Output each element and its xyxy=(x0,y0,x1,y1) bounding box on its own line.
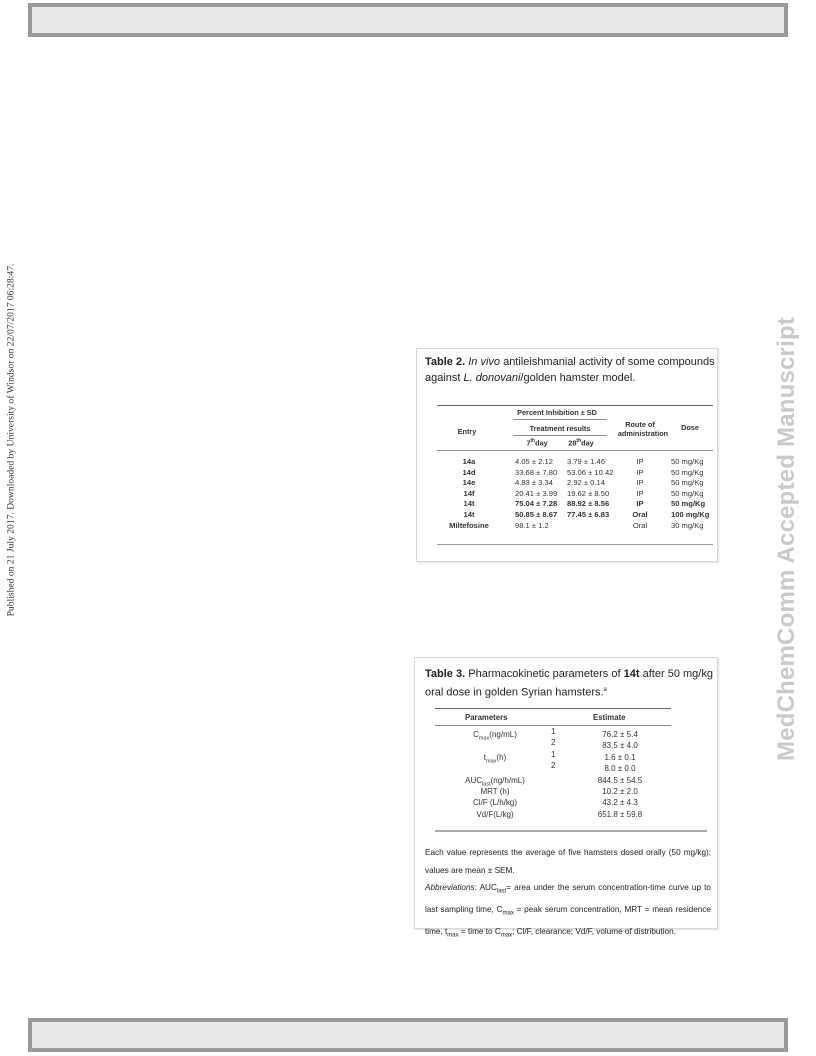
table-2-cell-entry: 14t xyxy=(463,499,475,509)
watermark-text: MedChemComm Accepted Manuscript xyxy=(773,316,800,762)
parameter-unit: (h) xyxy=(496,752,507,762)
header-day-7-num: 7 xyxy=(526,438,531,448)
table-3 xyxy=(435,708,671,832)
table-3-cell-parameter xyxy=(435,798,555,810)
header-estimate: Estimate xyxy=(593,713,626,722)
table-2-cell-d28: 3.79 ± 1.46 xyxy=(567,457,605,466)
table-3-note: Each value represents the average of five hamsters dosed orally (50 mg/kg); values are mean ± SEM. xyxy=(425,848,711,875)
table-3-abbreviations xyxy=(425,879,711,945)
header-parameters: Parameters xyxy=(465,713,508,722)
footer-bar xyxy=(28,1018,788,1052)
abbr-text-4: = time to C xyxy=(458,927,501,937)
accepted-manuscript-watermark xyxy=(772,244,802,834)
header-route-line-1: Route of xyxy=(625,420,655,429)
header-bar xyxy=(28,3,788,37)
publication-side-note xyxy=(4,244,18,636)
header-day-28-text: day xyxy=(581,438,594,448)
table-2-caption-text-2: /golden hamster model. xyxy=(520,372,636,384)
table-2-cell-dose: 50 mg/Kg xyxy=(671,457,704,466)
table-3-caption-footnote-mark: a xyxy=(603,687,607,693)
table-2-cell-dose: 100 mg/Kg xyxy=(671,510,710,519)
table-2-cell-route: IP xyxy=(636,478,644,488)
table-2-caption-text-1: antileishmanial activity of some compounds against xyxy=(425,356,715,384)
table-3-cell-index: 1 xyxy=(551,727,556,736)
table-3-cell-estimate: 651.8 ± 59.8 xyxy=(597,809,643,819)
table-2-sub-rule-1 xyxy=(513,419,607,420)
table-2-cell-route: IP xyxy=(636,488,644,498)
parameter-subscript: last xyxy=(482,781,491,788)
parameter-name: Cl/F (L/h/kg) xyxy=(472,798,517,808)
table-3-cell-index: 1 xyxy=(551,749,556,759)
table-3-cell-index: 2 xyxy=(551,738,556,748)
table-3-cell-parameter xyxy=(435,753,555,765)
abbr-sub-2: max xyxy=(502,910,514,917)
header-route-line-2: administration xyxy=(617,429,669,438)
table-2-cell-d7: 75.04 ± 7.28 xyxy=(515,499,558,509)
abbr-sub-3: max xyxy=(447,932,459,939)
side-note-text: Published on 21 July 2017. Downloaded by University of Windsor on 22/07/2017 06:28:47. xyxy=(5,263,17,617)
table-2-cell-entry: 14e xyxy=(462,478,476,488)
table-2-cell-entry: 14t xyxy=(463,510,475,519)
table-2-caption-italic: In vivo xyxy=(468,356,501,368)
table-2-cell-d28: 19.62 ± 8.50 xyxy=(567,488,610,498)
header-day-7-sup: th xyxy=(530,438,536,444)
header-day-7 xyxy=(519,438,555,447)
header-day-28-num: 28 xyxy=(568,438,577,448)
header-treatment-results: Treatment results xyxy=(529,424,591,433)
table-3-cell-estimate: 1.6 ± 0.1 xyxy=(604,752,636,762)
table-2-cell-d28: 2.92 ± 0.14 xyxy=(567,478,605,488)
table-3-cell-estimate: 10.2 ± 2.0 xyxy=(602,787,638,796)
table-3-cell-estimate: 76.2 ± 5.4 xyxy=(602,730,638,739)
table-2-cell-d7: 33.68 ± 7.80 xyxy=(515,467,558,477)
header-day-7-text: day xyxy=(535,438,548,448)
table-2-cell-entry: 14d xyxy=(462,467,476,477)
table-2-cell-dose: 50 mg/Kg xyxy=(671,467,704,477)
abbr-text-2: = area under the serum concentration-time curve up to last sampling time, C xyxy=(425,883,711,915)
table-2-cell-entry: 14a xyxy=(462,457,476,466)
header-day-28-sup: th xyxy=(576,438,582,444)
table-2-cell-d28: 53.06 ± 10.42 xyxy=(567,467,614,477)
table-3-label: Table 3. xyxy=(425,668,466,680)
table-3-cell-estimate: 844.5 ± 54.5 xyxy=(597,775,643,785)
table-3-caption-text-2: after 50 mg/kg oral dose in golden Syrian hamsters. xyxy=(425,668,713,699)
table-3-cell-parameter xyxy=(435,810,555,822)
table-2-cell-d7: 50.85 ± 8.67 xyxy=(515,510,558,519)
table-3-top-rule xyxy=(435,708,671,709)
table-2-cell-d28: 77.45 ± 6.83 xyxy=(567,510,610,519)
table-2-cell-route: IP xyxy=(636,467,644,477)
table-2-cell-entry: 14f xyxy=(463,488,475,498)
table-2-top-rule xyxy=(437,405,713,406)
table-2-header-rule xyxy=(437,450,713,451)
table-3-caption xyxy=(425,666,713,701)
table-2-cell-entry: Miltefosine xyxy=(449,520,489,530)
table-2-bottom-rule xyxy=(437,544,713,545)
table-2-cell-dose: 50 mg/Kg xyxy=(671,488,704,498)
table-3-figure xyxy=(414,657,718,939)
table-2 xyxy=(437,405,713,545)
parameter-subscript: max xyxy=(478,735,490,742)
table-2-cell-d28: 88.92 ± 8.56 xyxy=(567,499,610,509)
table-2-label: Table 2. xyxy=(425,356,466,368)
table-2-cell-d7: 4.83 ± 3.34 xyxy=(515,478,553,488)
parameter-name: t xyxy=(483,752,487,762)
table-2-sub-rule-2 xyxy=(513,435,607,436)
table-2-cell-route: Oral xyxy=(632,520,648,530)
table-3-cell-parameter xyxy=(435,730,555,742)
table-2-cell-d7: 4.05 ± 2.12 xyxy=(515,457,553,466)
table-3-cell-parameter xyxy=(435,776,555,788)
abbreviations-label: Abbreviations xyxy=(425,883,475,892)
table-2-caption xyxy=(425,354,715,386)
header-dose: Dose xyxy=(681,423,699,432)
table-2-cell-dose: 50 mg/Kg xyxy=(671,478,704,488)
abbr-sub-1: last xyxy=(496,888,507,895)
table-3-cell-estimate: 43.2 ± 4.3 xyxy=(602,798,638,808)
table-3-cell-estimate: 83.5 ± 4.0 xyxy=(602,741,638,751)
table-3-cell-estimate: 8.0 ± 0.0 xyxy=(604,764,636,774)
table-2-cell-route: IP xyxy=(636,457,644,466)
header-day-28 xyxy=(561,438,601,447)
table-3-caption-compound: 14t xyxy=(623,668,640,680)
parameter-unit: (ng/mL) xyxy=(489,730,517,739)
table-2-cell-route: IP xyxy=(636,499,644,509)
header-entry: Entry xyxy=(457,427,477,436)
table-2-caption-species: L. donovani xyxy=(463,372,521,384)
abbr-text-1: : AUC xyxy=(474,883,497,892)
table-2-cell-dose: 30 mg/Kg xyxy=(671,520,704,530)
parameter-name: AUC xyxy=(465,775,483,785)
parameter-subscript: max xyxy=(486,758,497,765)
parameter-unit: (ng/h/mL) xyxy=(490,775,525,785)
parameter-name: C xyxy=(473,730,479,739)
table-3-caption-text-1: Pharmacokinetic parameters of xyxy=(465,668,624,680)
abbr-text-5: ; Cl/F, clearance; Vd/F, volume of distribution. xyxy=(512,927,676,937)
table-3-bottom-rule xyxy=(435,830,707,832)
abbr-text-3: = peak serum concentration, MRT = mean residence time, t xyxy=(425,905,711,937)
table-2-figure xyxy=(416,348,718,562)
table-2-cell-d7: 98.1 ± 1.2 xyxy=(515,520,549,530)
parameter-name: MRT (h) xyxy=(480,787,510,796)
table-2-cell-route: Oral xyxy=(632,510,648,519)
abbr-sub-4: max xyxy=(500,932,513,939)
table-3-header-rule xyxy=(435,725,671,726)
table-3-cell-index: 2 xyxy=(551,761,556,771)
table-2-cell-d7: 20.41 ± 3.99 xyxy=(515,488,558,498)
table-3-notes xyxy=(425,844,711,945)
header-percent-inhibition: Percent Inhibition ± SD xyxy=(517,408,597,417)
table-3-cell-parameter xyxy=(435,787,555,799)
parameter-name: Vd/F(L/kg) xyxy=(476,809,514,819)
table-2-cell-dose: 50 mg/Kg xyxy=(671,499,706,509)
